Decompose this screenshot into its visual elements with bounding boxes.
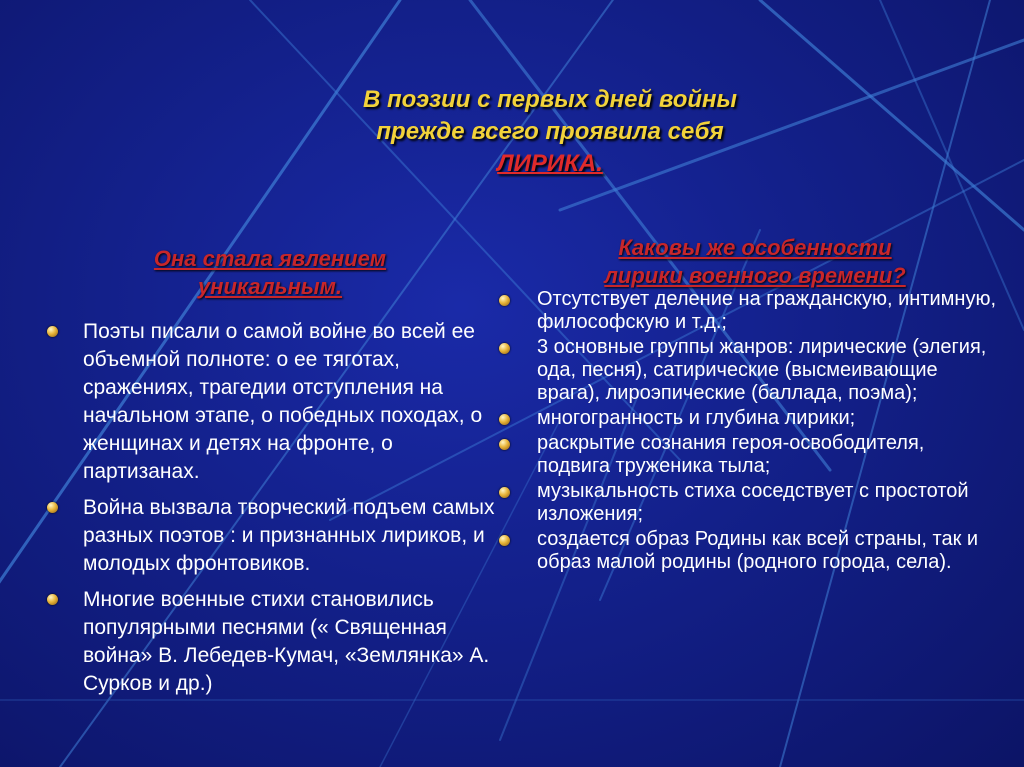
title-line-2: прежде всего проявила себя	[376, 118, 724, 145]
right-heading-line-2: лирики военного времени?	[604, 263, 906, 288]
list-item-text: музыкальность стиха соседствует с простотой изложения;	[537, 480, 969, 525]
bullet-icon	[499, 295, 510, 306]
list-item	[45, 586, 495, 698]
list-item	[45, 318, 495, 486]
title-line-1: В поэзии с первых дней войны	[362, 86, 738, 113]
left-heading-line-1: Она стала явлением	[153, 246, 387, 271]
left-bullet-list	[45, 318, 495, 706]
list-item	[497, 432, 997, 478]
bullet-icon	[47, 326, 58, 337]
list-item-text: 3 основные группы жанров: лирические (элегия, ода, песня), сатирические (высмеивающие врага), лироэпические (баллада, поэма);	[537, 336, 987, 404]
right-heading-line-1: Каковы же особенности	[618, 235, 892, 260]
list-item	[497, 336, 997, 405]
title-accent: ЛИРИКА.	[497, 150, 603, 177]
right-heading	[540, 234, 970, 290]
list-item	[497, 480, 997, 526]
list-item	[45, 494, 495, 578]
list-item	[497, 407, 997, 430]
list-item-text: Отсутствует деление на гражданскую, интимную, философскую и т.д.;	[537, 288, 997, 333]
bullet-icon	[499, 343, 510, 354]
bullet-icon	[47, 594, 58, 605]
left-heading	[90, 245, 450, 301]
list-item-text: Многие военные стихи становились популярными песнями (« Священная война» В. Лебедев-Кумач, «Землянка» А. Сурков и др.)	[83, 588, 490, 695]
list-item-text: раскрытие сознания героя-освободителя, подвига труженика тыла;	[537, 432, 925, 477]
list-item-text: многогранность и глубина лирики;	[537, 407, 856, 429]
bullet-icon	[499, 535, 510, 546]
slide-title	[250, 84, 850, 180]
bullet-icon	[499, 414, 510, 425]
bullet-icon	[499, 439, 510, 450]
list-item-text: создается образ Родины как всей страны, так и образ малой родины (родного города, села).	[537, 528, 979, 573]
list-item	[497, 528, 997, 574]
bullet-icon	[47, 502, 58, 513]
list-item	[497, 288, 997, 334]
bullet-icon	[499, 487, 510, 498]
right-bullet-list	[497, 288, 997, 576]
left-heading-line-2: уникальным.	[197, 274, 343, 299]
list-item-text: Поэты писали о самой войне во всей ее объемной полноте: о ее тяготах, сражениях, трагедии отступления на начальном этапе, о победных походах, о женщинах и детях на фронте, о партизанах.	[83, 320, 483, 483]
list-item-text: Война вызвала творческий подъем самых разных поэтов : и признанных лириков, и молодых фронтовиков.	[83, 496, 495, 575]
